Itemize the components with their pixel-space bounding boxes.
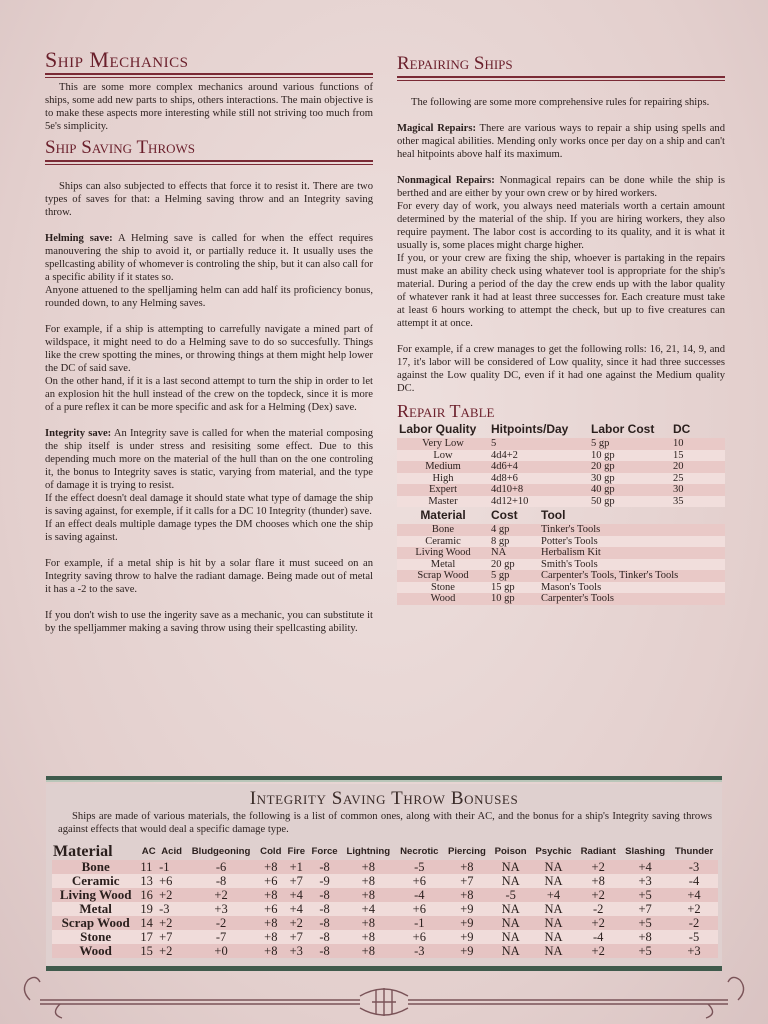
ship-saving-throws-heading: Ship Saving Throws	[45, 137, 195, 158]
table-row	[397, 570, 725, 582]
table-cell: +7	[620, 902, 670, 916]
table-cell: Ceramic	[52, 874, 139, 888]
table-cell: -8	[308, 888, 341, 902]
table-cell: +5	[620, 888, 670, 902]
table-cell: 19	[139, 902, 158, 916]
table-cell: Medium	[397, 461, 489, 473]
table-cell: +2	[285, 916, 308, 930]
nonmagical-paragraph-2: For every day of work, you always need materials worth a certain amount determined by the material of the ship. If you are hiring workers, they also require payment. The labor cost is according to its quality, and it is what it usually is, some places might charge higher.	[397, 201, 725, 251]
table-cell: +3	[620, 874, 670, 888]
table-cell: 17	[139, 930, 158, 944]
table-row	[397, 582, 725, 594]
integrity-table-header: Force	[311, 846, 338, 857]
table-cell: -8	[308, 902, 341, 916]
table-row	[397, 559, 725, 571]
table-cell: 30 gp	[589, 473, 671, 485]
table-cell: +8	[257, 860, 285, 874]
table-cell: 11	[139, 860, 158, 874]
table-cell: +4	[341, 902, 395, 916]
table-cell: +8	[257, 916, 285, 930]
table-cell: +2	[158, 916, 185, 930]
material-table-header: Tool	[541, 508, 566, 522]
table-cell: +8	[341, 944, 395, 958]
table-cell: +6	[158, 874, 185, 888]
table-cell: Potter's Tools	[539, 536, 725, 548]
table-cell: Master	[397, 496, 489, 508]
table-row	[397, 547, 725, 559]
table-cell: 35	[671, 496, 725, 508]
integrity-bonuses-title: Integrity Saving Throw Bonuses	[249, 788, 519, 809]
nonmagical-paragraph-3: If you, or your crew are fixing the ship, whoever is partaking in the repairs must make an ability check using whatever tool is appropriate for the ship's material. During a period of the day the crew ends up with the labor quality of whatever rank it had at least three successes for. Each creature must take at least 6 hours working to attempt the check, but up to five creatures can attempt it at once.	[397, 253, 725, 329]
table-cell: +8	[341, 930, 395, 944]
table-cell: +6	[257, 902, 285, 916]
table-cell: +9	[443, 930, 490, 944]
labor-table	[397, 421, 725, 507]
integrity-table-header: Fire	[287, 846, 306, 857]
table-cell: Scrap Wood	[397, 570, 489, 582]
material-table	[397, 507, 725, 605]
integrity-bonuses-panel	[46, 776, 722, 971]
table-cell: 8 gp	[489, 536, 539, 548]
integrity-table-header: Bludgeoning	[191, 846, 251, 857]
table-cell: +3	[285, 944, 308, 958]
table-cell: +2	[158, 944, 185, 958]
table-cell: NA	[531, 874, 576, 888]
table-row	[52, 930, 718, 944]
table-cell: 4d12+10	[489, 496, 589, 508]
integrity-table-header: Cold	[260, 846, 282, 857]
table-cell: -5	[670, 930, 718, 944]
table-cell: 4d8+6	[489, 473, 589, 485]
table-cell: +4	[531, 888, 576, 902]
table-cell: -2	[185, 916, 257, 930]
table-cell: -2	[670, 916, 718, 930]
table-cell: NA	[531, 944, 576, 958]
table-row	[397, 473, 725, 485]
table-cell: NA	[491, 930, 531, 944]
table-cell: 20 gp	[489, 559, 539, 571]
table-cell: +3	[185, 902, 257, 916]
table-cell: 40 gp	[589, 484, 671, 496]
table-row	[52, 902, 718, 916]
table-cell: +9	[443, 902, 490, 916]
table-cell: -8	[308, 860, 341, 874]
integrity-table-header: Necrotic	[400, 846, 439, 857]
labor-table-header: Labor Quality	[399, 422, 477, 436]
helming-paragraph: Helming save: A Helming save is called for when the effect requires manouvering the ship to avoid it, or partially reduce it. It usually uses the spellcasting ability of whomever is controling the ship, but it can also call for a specific ability if it states so.	[45, 233, 373, 283]
table-cell: +4	[620, 860, 670, 874]
table-cell: -8	[308, 930, 341, 944]
ship-mechanics-heading: Ship Mechanics	[45, 47, 189, 72]
table-cell: Metal	[52, 902, 139, 916]
table-cell: Smith's Tools	[539, 559, 725, 571]
table-cell: +8	[341, 874, 395, 888]
table-cell: Wood	[52, 944, 139, 958]
table-cell: NA	[531, 860, 576, 874]
table-cell: 15	[671, 450, 725, 462]
table-row	[397, 438, 725, 450]
integrity-table-header: Material	[53, 843, 113, 860]
table-cell: -4	[395, 888, 443, 902]
integrity-example: For example, if a metal ship is hit by a solar flare it must suceed on an Integrity saving throw to halve the radiant damage. Being made out of metal it has a -2 to the save.	[45, 558, 373, 595]
integrity-bonuses-intro: Ships are made of various materials, the following is a list of common ones, along with their AC, and the bonus for a ship's Integrity saving throws against effects that would deal a specific damage type.	[58, 811, 712, 835]
table-cell: Stone	[52, 930, 139, 944]
nonmagical-repairs-label: Nonmagical Repairs:	[397, 175, 495, 186]
table-cell: 10	[671, 438, 725, 450]
integrity-paragraph-3: If an effect deals multiple damage types the DM chooses which one the ship is saving against.	[45, 519, 373, 543]
table-cell: NA	[531, 902, 576, 916]
table-cell: 16	[139, 888, 158, 902]
integrity-table-header: Lightning	[346, 846, 391, 857]
table-cell: +8	[257, 944, 285, 958]
left-column	[45, 48, 373, 635]
table-cell: Living Wood	[397, 547, 489, 559]
table-cell: +8	[443, 860, 490, 874]
table-cell: +2	[576, 916, 620, 930]
helming-example: For example, if a ship is attempting to carrefully navigate a mined part of wildspace, it might need to do a Helming save to do so succesfully. Things like the crew spotting the mines, or throwing things at them might help lower the DC of said save.	[45, 324, 373, 374]
table-cell: Metal	[397, 559, 489, 571]
table-cell: 5	[489, 438, 589, 450]
table-cell: +6	[395, 902, 443, 916]
table-cell: -4	[670, 874, 718, 888]
table-cell: -8	[308, 916, 341, 930]
table-cell: +0	[185, 944, 257, 958]
integrity-table-header: Poison	[494, 846, 527, 857]
table-cell: NA	[491, 916, 531, 930]
labor-table-header: DC	[673, 422, 691, 436]
table-cell: 4d4+2	[489, 450, 589, 462]
integrity-table-header: Psychic	[535, 846, 572, 857]
table-row	[397, 484, 725, 496]
table-cell: +6	[395, 930, 443, 944]
integrity-paragraph-2: If the effect doesn't deal damage it should state what type of damage the ship is saving against, for exemple, if it calls for a DC 10 Integrity (thunder) save.	[45, 493, 373, 517]
saving-intro: Ships can also subjected to effects that force it to resist it. There are two types of saves for that: a Helming saving throw and an Integrity saving throw.	[45, 181, 373, 218]
table-cell: +7	[158, 930, 185, 944]
table-cell: +8	[576, 874, 620, 888]
table-cell: NA	[531, 916, 576, 930]
table-cell: +5	[620, 916, 670, 930]
helming-example-2: On the other hand, if it is a last second attempt to turn the ship in order to let an explosion hit the hull instead of the crew on the topdeck, since it is more of a pure reflex it can be more specific and ask for a Helming (Dex) save.	[45, 376, 373, 413]
table-cell: NA	[491, 860, 531, 874]
integrity-table-header: AC	[141, 846, 156, 857]
table-cell: +5	[620, 944, 670, 958]
table-cell: Bone	[52, 860, 139, 874]
table-cell: +7	[285, 930, 308, 944]
table-cell: -1	[158, 860, 185, 874]
table-cell: 10 gp	[589, 450, 671, 462]
table-cell: Ceramic	[397, 536, 489, 548]
table-cell: -5	[491, 888, 531, 902]
table-cell: +8	[257, 888, 285, 902]
integrity-alternative: If you don't wish to use the ingerity save as a mechanic, you can substitute it by the spelljammer making a saving throw using their spellcasting ability.	[45, 610, 373, 634]
table-cell: 30	[671, 484, 725, 496]
table-cell: Expert	[397, 484, 489, 496]
table-cell: NA	[491, 902, 531, 916]
heading-rule	[45, 160, 373, 166]
material-table-header: Material	[420, 508, 466, 522]
table-cell: +2	[185, 888, 257, 902]
integrity-label: Integrity save:	[45, 428, 112, 439]
table-cell: -9	[308, 874, 341, 888]
heading-rule	[45, 73, 373, 79]
table-cell: +3	[670, 944, 718, 958]
labor-table-header: Hitpoints/Day	[491, 422, 569, 436]
repairing-ships-heading: Repairing Ships	[397, 53, 513, 74]
table-cell: +7	[285, 874, 308, 888]
table-cell: 4 gp	[489, 524, 539, 536]
repairing-intro: The following are some more comprehensive rules for repairing ships.	[411, 97, 710, 108]
table-cell: -2	[576, 902, 620, 916]
table-cell: +8	[341, 860, 395, 874]
table-cell: High	[397, 473, 489, 485]
table-cell: +4	[670, 888, 718, 902]
table-cell: +9	[443, 944, 490, 958]
table-cell: 4d10+8	[489, 484, 589, 496]
table-cell: Herbalism Kit	[539, 547, 725, 559]
table-cell: +2	[576, 888, 620, 902]
repair-example: For example, if a crew manages to get the following rolls: 16, 21, 14, 9, and 17, it's labor will be considered of Low quality, since it had three successes against the Low quality DC, even if it had one against the Medium quality DC.	[397, 344, 725, 394]
table-cell: Low	[397, 450, 489, 462]
table-cell: 14	[139, 916, 158, 930]
table-cell: +2	[576, 860, 620, 874]
table-cell: NA	[489, 547, 539, 559]
integrity-table-header: Thunder	[674, 846, 714, 857]
table-cell: +4	[285, 902, 308, 916]
helming-label: Helming save:	[45, 233, 113, 244]
table-row	[52, 944, 718, 958]
nonmagical-repairs-paragraph: Nonmagical Repairs: Nonmagical repairs can be done while the ship is berthed and are either by your own crew or by hired workers.	[397, 175, 725, 199]
table-row	[52, 874, 718, 888]
table-cell: +7	[443, 874, 490, 888]
repair-table-title: Repair Table	[397, 401, 495, 421]
table-cell: -7	[185, 930, 257, 944]
table-cell: Living Wood	[52, 888, 139, 902]
table-cell: +8	[620, 930, 670, 944]
integrity-bonus-table	[52, 843, 718, 958]
table-cell: Scrap Wood	[52, 916, 139, 930]
table-cell: -8	[308, 944, 341, 958]
magical-repairs-paragraph: Magical Repairs: There are various ways to repair a ship using spells and other magical abilities. Mending only works once per day on a ship and can't heal hitpoints above half its maximum.	[397, 123, 725, 160]
integrity-table-header: Radiant	[580, 846, 616, 857]
table-row	[397, 536, 725, 548]
table-cell: -5	[395, 860, 443, 874]
table-cell: 50 gp	[589, 496, 671, 508]
table-cell: Very Low	[397, 438, 489, 450]
integrity-table-header: Piercing	[447, 846, 486, 857]
integrity-table-header: Acid	[161, 846, 183, 857]
right-column	[397, 48, 725, 605]
table-cell: 10 gp	[489, 593, 539, 605]
table-cell: NA	[491, 874, 531, 888]
table-cell: NA	[531, 930, 576, 944]
table-cell: 5 gp	[589, 438, 671, 450]
table-cell: -4	[576, 930, 620, 944]
table-cell: 15	[139, 944, 158, 958]
table-cell: Bone	[397, 524, 489, 536]
table-cell: +8	[443, 888, 490, 902]
integrity-table-header: Slashing	[625, 846, 666, 857]
table-cell: Carpenter's Tools	[539, 593, 725, 605]
table-cell: +8	[341, 916, 395, 930]
table-cell: +6	[395, 874, 443, 888]
material-table-header: Cost	[491, 508, 518, 522]
ship-mechanics-intro: This are some more complex mechanics around various functions of ships, some add new parts to ships, others interactions. The main objective is to make these aspects more interesting while still not striving too much from 5e's simplicity.	[45, 82, 373, 132]
table-cell: 4d6+4	[489, 461, 589, 473]
table-cell: Carpenter's Tools, Tinker's Tools	[539, 570, 725, 582]
table-cell: -3	[670, 860, 718, 874]
table-row	[397, 450, 725, 462]
table-cell: +2	[158, 888, 185, 902]
table-cell: +1	[285, 860, 308, 874]
table-cell: +2	[576, 944, 620, 958]
table-row	[397, 496, 725, 508]
table-cell: 5 gp	[489, 570, 539, 582]
table-cell: +6	[257, 874, 285, 888]
table-row	[397, 461, 725, 473]
table-cell: -8	[185, 874, 257, 888]
table-row	[397, 593, 725, 605]
table-cell: +8	[257, 930, 285, 944]
helming-paragraph-2: Anyone attuened to the spelljaming helm can add half its proficiency bonus, rounded down, to any Helming saves.	[45, 285, 373, 309]
table-row	[397, 524, 725, 536]
table-cell: 20 gp	[589, 461, 671, 473]
table-cell: 13	[139, 874, 158, 888]
magical-repairs-label: Magical Repairs:	[397, 123, 477, 134]
table-cell: 15 gp	[489, 582, 539, 594]
table-cell: Mason's Tools	[539, 582, 725, 594]
table-cell: 20	[671, 461, 725, 473]
table-cell: +8	[341, 888, 395, 902]
table-cell: -6	[185, 860, 257, 874]
panel-top-border	[46, 776, 722, 782]
table-cell: +2	[670, 902, 718, 916]
table-row	[52, 888, 718, 902]
table-cell: +9	[443, 916, 490, 930]
table-cell: Wood	[397, 593, 489, 605]
table-cell: -3	[158, 902, 185, 916]
table-row	[52, 860, 718, 874]
integrity-paragraph: Integrity save: An Integrity save is called for when the material composing the ship itself is under stress and resisiting some effect. Due to this depending much more on the material of the hull than on the one controling it, the bonus to Integrity saves is static, varying from material, and the type of damage it is trying to resist.	[45, 428, 373, 491]
table-cell: NA	[491, 944, 531, 958]
table-cell: -1	[395, 916, 443, 930]
decorative-footer-ornament	[0, 960, 768, 1024]
table-row	[52, 916, 718, 930]
labor-table-header: Labor Cost	[591, 422, 655, 436]
table-cell: -3	[395, 944, 443, 958]
table-cell: +4	[285, 888, 308, 902]
table-cell: 25	[671, 473, 725, 485]
table-cell: Tinker's Tools	[539, 524, 725, 536]
table-cell: Stone	[397, 582, 489, 594]
heading-rule	[397, 76, 725, 82]
